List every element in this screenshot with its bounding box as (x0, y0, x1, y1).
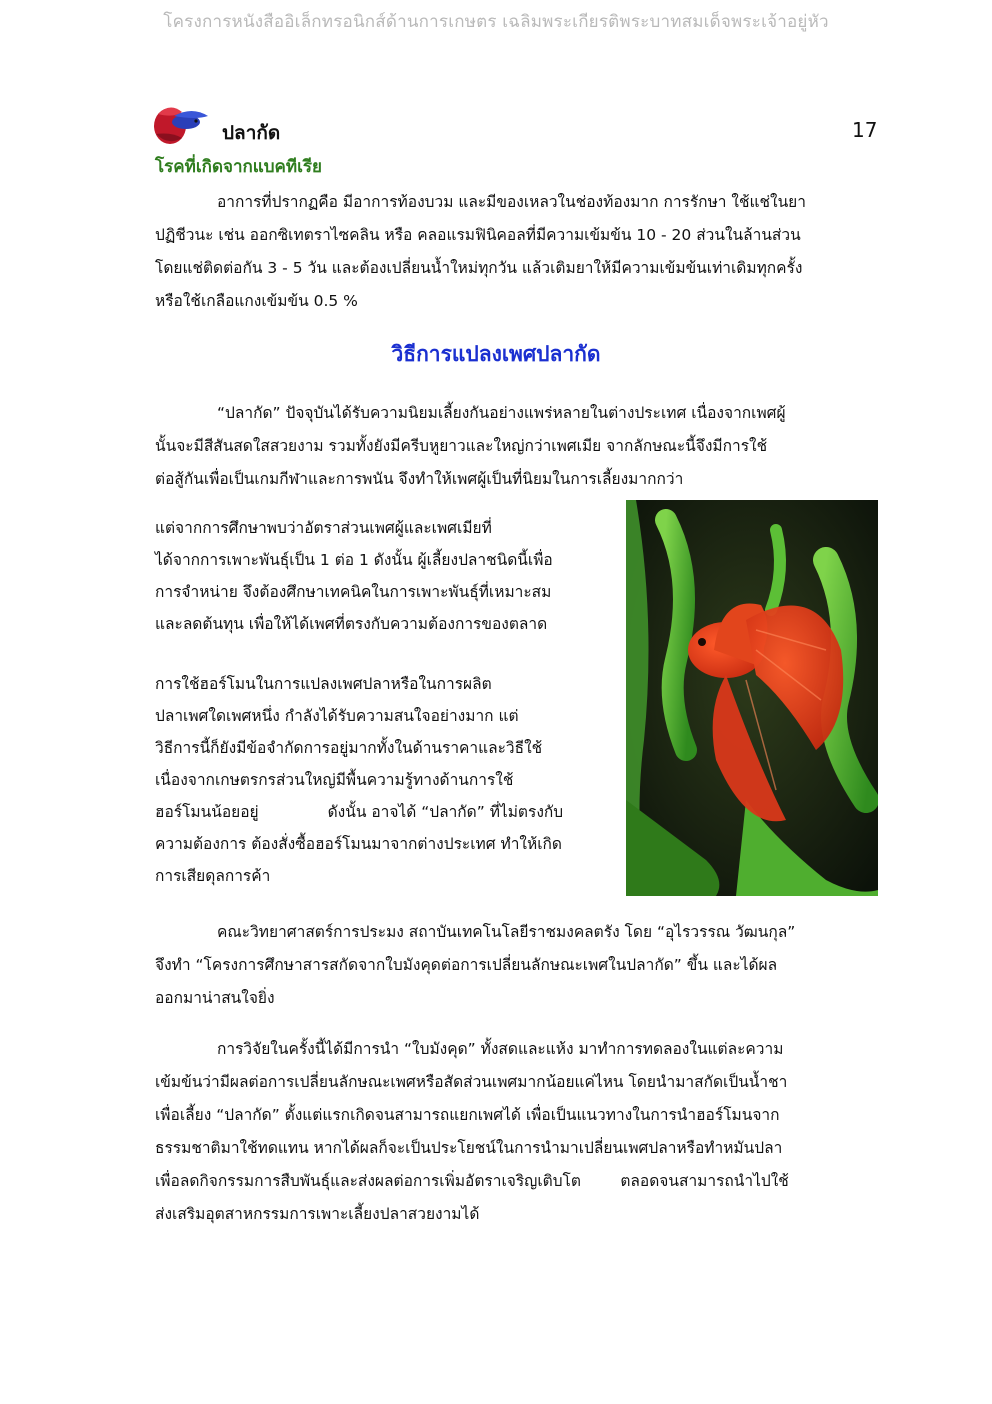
red-betta-fish-photo (626, 500, 878, 896)
text-line: การเสียดุลการค้า (155, 867, 271, 885)
sex-reversal-title: วิธีการแปลงเพศปลากัด (391, 342, 601, 366)
text-line: การวิจัยในครั้งนี้ได้มีการนำ “ใบมังคุด” ทั้งสดและแห้ง มาทำการทดลองในแต่ละความ (217, 1040, 784, 1058)
text-line: ปลาเพศใดเพศหนึ่ง กำลังได้รับความสนใจอย่างมาก แต่ (155, 707, 519, 725)
text-line: ส่งเสริมอุตสาหกรรมการเพาะเลี้ยงปลาสวยงามได้ (155, 1205, 480, 1223)
text-line: เพื่อเลี้ยง “ปลากัด” ตั้งแต่แรกเกิดจนสามารถแยกเพศได้ เพื่อเป็นแนวทางในการนำฮอร์โมนจาก (155, 1106, 780, 1124)
text-line: วิธีการนี้ก็ยังมีข้อจำกัดการอยู่มากทั้งในด้านราคาและวิธีใช้ (155, 739, 543, 757)
text-line: ได้จากการเพาะพันธุ์เป็น 1 ต่อ 1 ดังนั้น ผู้เลี้ยงปลาชนิดนี้เพื่อ (155, 551, 553, 569)
text-line: เพื่อลดกิจกรรมการสืบพันธุ์และส่งผลต่อการเพิ่มอัตราเจริญเติบโต ตลอดจนสามารถนำไปใช้ (155, 1172, 789, 1190)
text-line: หรือใช้เกลือแกงเข้มข้น 0.5 % (155, 292, 358, 310)
text-line: ฮอร์โมนน้อยอยู่ ดังนั้น อาจได้ “ปลากัด” ที่ไม่ตรงกับ (155, 803, 564, 821)
text-line: ปฏิชีวนะ เช่น ออกซิเทตราไซคลิน หรือ คลอแรมฟินิคอลที่มีความเข้มข้น 10 - 20 ส่วนในล้านส่วน (155, 226, 801, 244)
text-line: โดยแช่ติดต่อกัน 3 - 5 วัน และต้องเปลี่ยนน้ำใหม่ทุกวัน แล้วเติมยาให้มีความเข้มข้นเท่าเดิมทุกครั้ง (155, 259, 803, 277)
intro-paragraph (155, 397, 875, 496)
bacteria-paragraph (155, 186, 875, 318)
text-line: “ปลากัด” ปัจจุบันได้รับความนิยมเลี้ยงกันอย่างแพร่หลายในต่างประเทศ เนื่องจากเพศผู้ (217, 404, 786, 422)
research-paragraph (155, 916, 875, 1015)
text-line: และลดต้นทุน เพื่อให้ได้เพศที่ตรงกับความต้องการของตลาด (155, 615, 548, 633)
text-line: ออกมาน่าสนใจยิ่ง (155, 989, 275, 1007)
betta-fish-icon (152, 100, 210, 148)
chapter-title: ปลากัด (222, 122, 281, 144)
text-line: เนื่องจากเกษตรกรส่วนใหญ่มีพื้นความรู้ทางด้านการใช้ (155, 771, 514, 789)
study-paragraph (155, 512, 615, 640)
section-heading-bacteria: โรคที่เกิดจากแบคทีเรีย (155, 157, 323, 177)
text-line: เข้มข้นว่ามีผลต่อการเปลี่ยนลักษณะเพศหรือสัดส่วนเพศมากน้อยแค่ไหน โดยนำมาสกัดเป็นน้ำชา (155, 1073, 788, 1091)
hormone-paragraph (155, 668, 615, 892)
mangosteen-paragraph (155, 1033, 875, 1231)
text-line: จึงทำ “โครงการศึกษาสารสกัดจากใบมังคุดต่อการเปลี่ยนลักษณะเพศในปลากัด” ขึ้น และได้ผล (155, 956, 778, 974)
text-line: ต่อสู้กันเพื่อเป็นเกมกีฬาและการพนัน จึงทำให้เพศผู้เป็นที่นิยมในการเลี้ยงมากกว่า (155, 470, 684, 488)
text-line: ธรรมชาติมาใช้ทดแทน หากได้ผลก็จะเป็นประโยชน์ในการนำมาเปลี่ยนเพศปลาหรือทำหมันปลา (155, 1139, 783, 1157)
running-header: โครงการหนังสืออิเล็กทรอนิกส์ด้านการเกษตร เฉลิมพระเกียรติพระบาทสมเด็จพระเจ้าอยู่หัว (163, 12, 829, 32)
text-line: แต่จากการศึกษาพบว่าอัตราส่วนเพศผู้และเพศเมียที่ (155, 519, 492, 537)
text-line: นั้นจะมีสีสันสดใสสวยงาม รวมทั้งยังมีครีบหูยาวและใหญ่กว่าเพศเมีย จากลักษณะนี้จึงมีการใช้ (155, 437, 768, 455)
page-number: 17 (852, 118, 878, 142)
text-line: คณะวิทยาศาสตร์การประมง สถาบันเทคโนโลยีราชมงคลตรัง โดย “อุไรวรรณ วัฒนกุล” (217, 923, 796, 941)
text-line: การใช้ฮอร์โมนในการแปลงเพศปลาหรือในการผลิต (155, 675, 492, 693)
text-line: ความต้องการ ต้องสั่งซื้อฮอร์โมนมาจากต่างประเทศ ทำให้เกิด (155, 835, 562, 853)
text-line: อาการที่ปรากฏคือ มีอาการท้องบวม และมีของเหลวในช่องท้องมาก การรักษา ใช้แช่ในยา (217, 193, 806, 211)
text-line: การจำหน่าย จึงต้องศึกษาเทคนิคในการเพาะพันธุ์ที่เหมาะสม (155, 583, 552, 601)
